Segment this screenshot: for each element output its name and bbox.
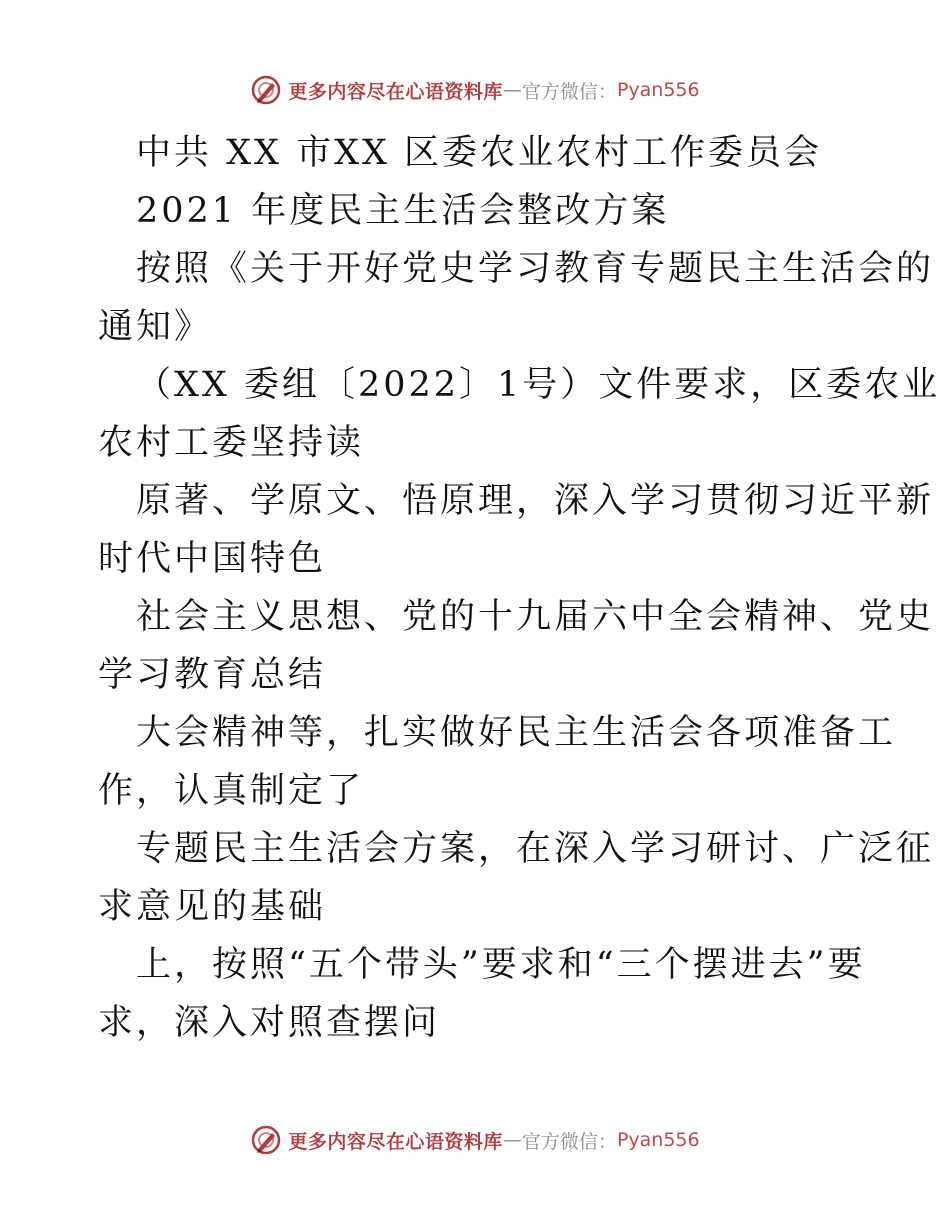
watermark-separator: — (502, 1129, 522, 1151)
body-line: 求，深入对照查摆问 (98, 1003, 441, 1043)
body-line: 专题民主生活会方案，在深入学习研讨、广泛征 (136, 829, 935, 869)
footer-watermark (0, 1120, 950, 1160)
document-body (98, 124, 941, 1052)
document-title-org: 中共 XX 市XX 区委农业农村工作委员会 (136, 133, 823, 173)
watermark-brand-text: 更多内容尽在心语资料库 (288, 1130, 503, 1153)
watermark-separator: — (502, 79, 522, 101)
watermark-account-id: Pyan556 (616, 79, 700, 101)
document-title-plan: 2021 年度民主生活会整改方案 (136, 191, 670, 231)
brand-logo-icon (250, 74, 282, 106)
body-line: 求意见的基础 (98, 887, 327, 927)
body-line: 大会精神等，扎实做好民主生活会各项准备工 (136, 713, 897, 753)
body-line: 通知》 (98, 307, 213, 347)
body-line: （XX 委组〔2022〕1号）文件要求，区委农业 (136, 365, 941, 405)
body-line: 作，认真制定了 (98, 771, 365, 811)
brand-logo-icon (250, 1124, 282, 1156)
body-line: 农村工委坚持读 (98, 423, 365, 463)
watermark-official-label: 官方微信： (521, 1130, 617, 1153)
watermark-account-id: Pyan556 (616, 1129, 700, 1151)
watermark-brand-text: 更多内容尽在心语资料库 (288, 80, 503, 103)
body-line: 学习教育总结 (98, 655, 327, 695)
body-line: 社会主义思想、党的十九届六中全会精神、党史 (136, 597, 935, 637)
watermark-official-label: 官方微信： (521, 80, 617, 103)
body-line: 上，按照“五个带头”要求和“三个摆进去”要 (136, 945, 866, 985)
body-line: 按照《关于开好党史学习教育专题民主生活会的 (136, 249, 935, 289)
body-line: 原著、学原文、悟原理，深入学习贯彻习近平新 (136, 481, 935, 521)
body-line: 时代中国特色 (98, 539, 327, 579)
header-watermark (0, 70, 950, 110)
